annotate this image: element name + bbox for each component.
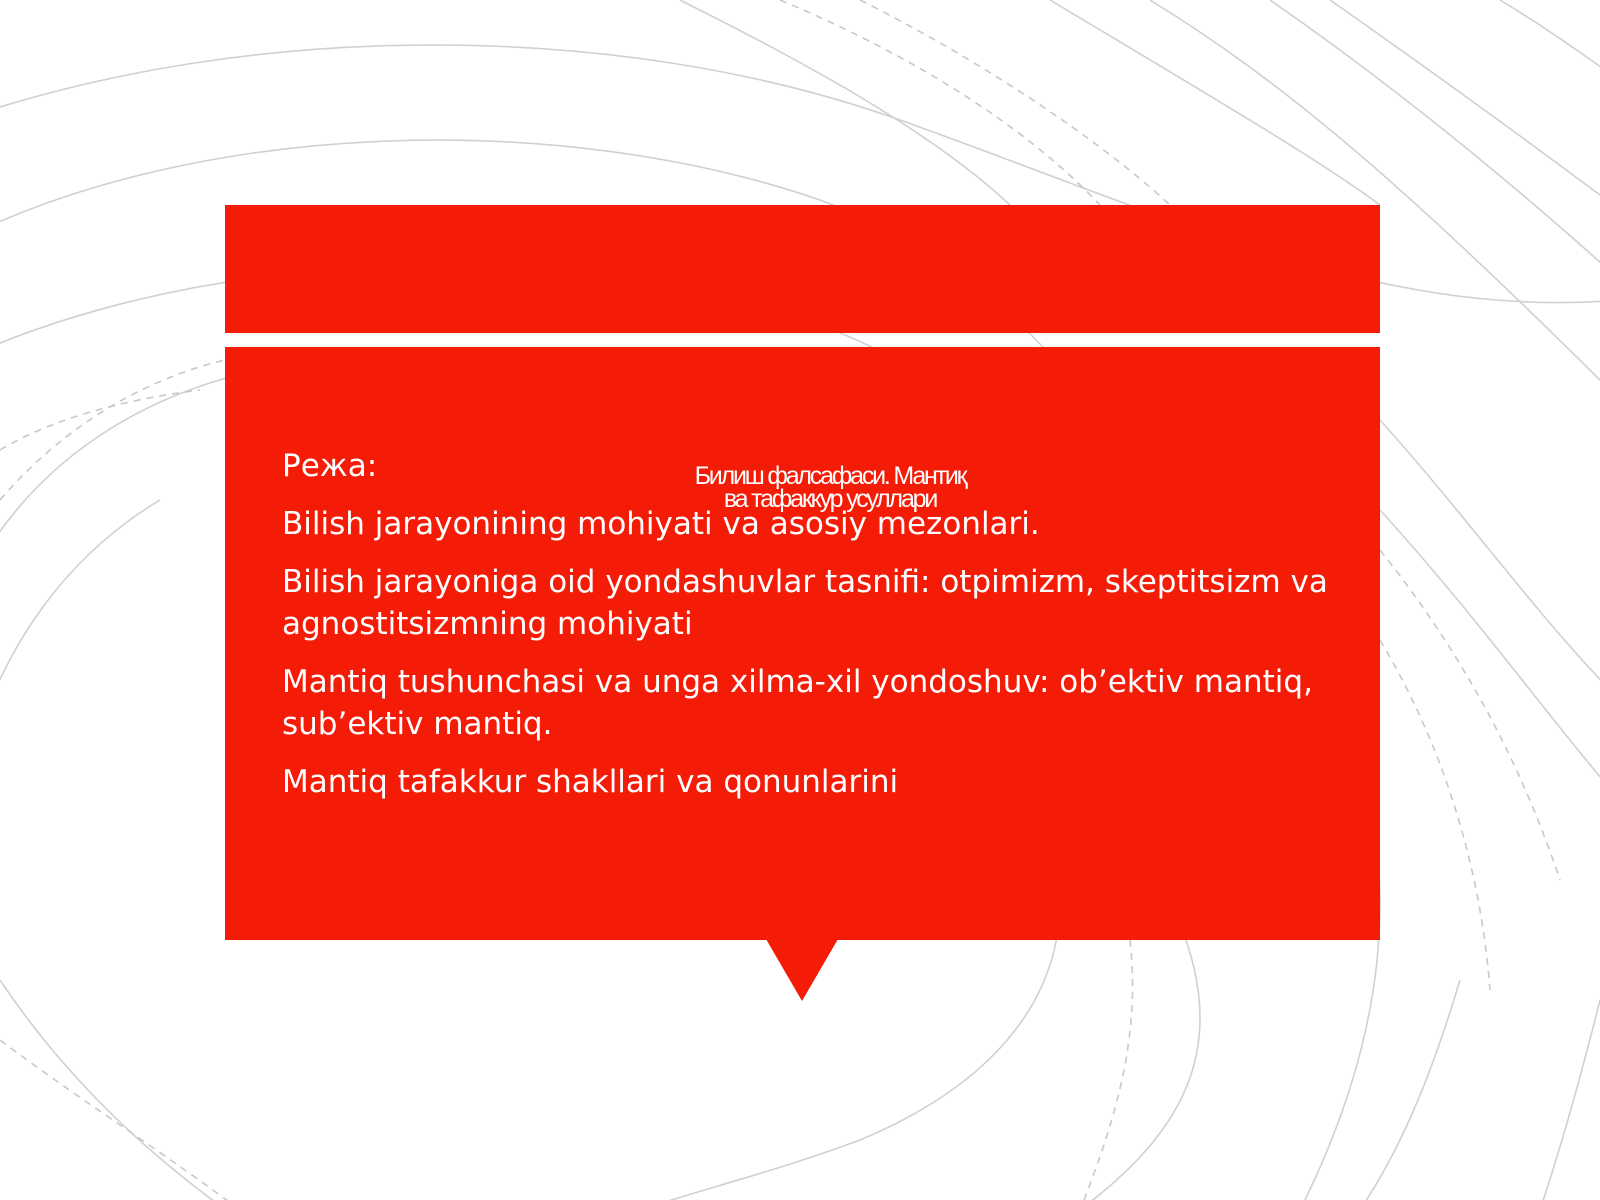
plan-item-3: Mantiq tushunchasi va unga xilma-xil yondoshuv: ob’ektiv mantiq, sub’ektiv mantiq. xyxy=(282,664,1313,742)
plan-content xyxy=(282,445,1362,819)
slide-title-line-1: Билиш фалсафаси. Мантиқ xyxy=(694,462,966,490)
callout-pointer xyxy=(766,939,838,1001)
plan-heading: Режа: xyxy=(282,448,378,484)
slide-header-bar xyxy=(225,205,1380,333)
plan-item-4: Mantiq tafakkur shakllari va qonunlarini xyxy=(282,764,899,800)
plan-item-2: Bilish jarayoniga oid yondashuvlar tasnifi: otpimizm, skeptitsizm va agnostitsizmning mohiyati xyxy=(282,564,1328,642)
slide-title-line-2: ва тафаккур усуллари xyxy=(723,485,937,513)
plan-item-1: Bilish jarayonining mohiyati va asosiy mezonlari. xyxy=(282,506,1040,542)
